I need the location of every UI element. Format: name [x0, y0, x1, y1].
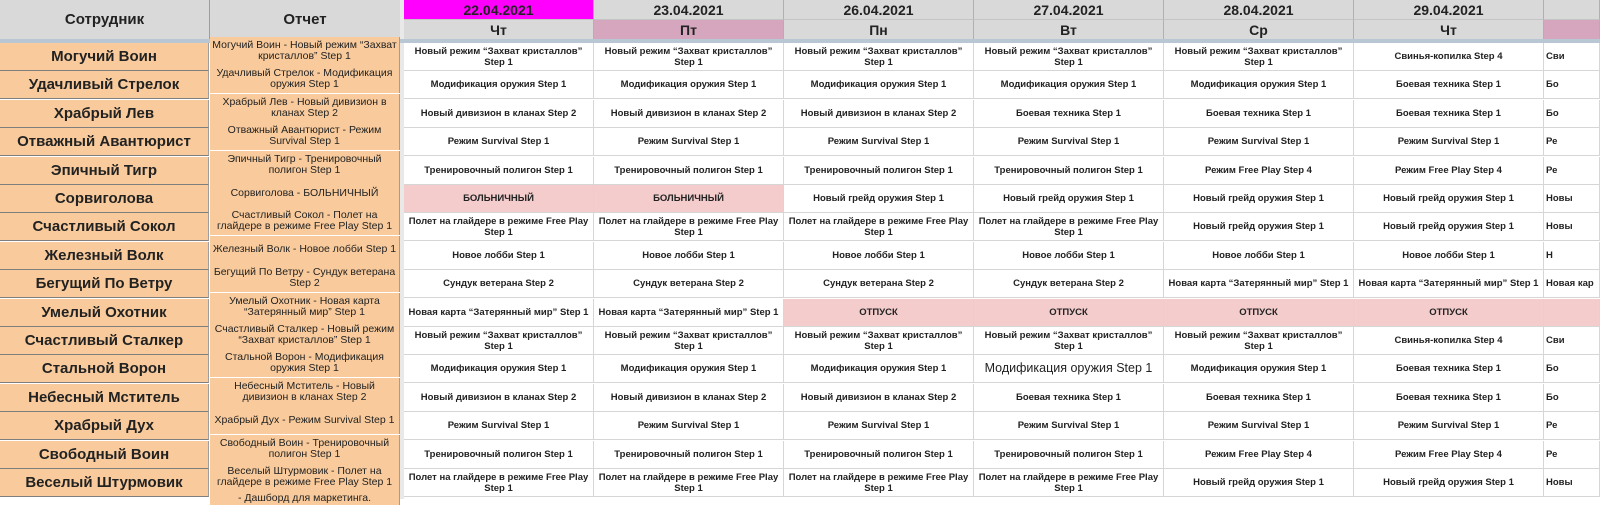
schedule-cell[interactable]: Модификация оружия Step 1	[974, 355, 1164, 383]
schedule-cell[interactable]: Новая карта “Затерянный мир” Step 1	[594, 299, 784, 327]
schedule-cell[interactable]: Сундук ветерана Step 2	[594, 270, 784, 298]
employee-name-cell[interactable]: Отважный Авантюрист	[0, 128, 209, 156]
schedule-cell[interactable]: Новый дивизион в кланах Step 2	[784, 384, 974, 412]
schedule-cell[interactable]: Полет на глайдере в режиме Free Play Step 1	[594, 469, 784, 497]
schedule-cell[interactable]: Модификация оружия Step 1	[1164, 71, 1354, 99]
report-cell[interactable]: Отважный Авантюрист - Режим Survival Step 1	[210, 122, 400, 150]
employee-name-cell[interactable]: Счастливый Сокол	[0, 213, 209, 241]
day-header[interactable]: Ср	[1164, 19, 1354, 39]
schedule-cell[interactable]: Боевая техника Step 1	[1354, 355, 1544, 383]
schedule-cell[interactable]: Сундук ветерана Step 2	[404, 270, 594, 298]
schedule-cell[interactable]	[1544, 299, 1600, 327]
employee-name-cell[interactable]: Свободный Воин	[0, 441, 209, 469]
schedule-cell[interactable]: Новое лобби Step 1	[974, 242, 1164, 270]
schedule-cell[interactable]: Модификация оружия Step 1	[784, 71, 974, 99]
report-cell[interactable]: Бегущий По Ветру - Сундук ветерана Step 2	[210, 264, 400, 292]
schedule-cell[interactable]: Режим Survival Step 1	[1164, 412, 1354, 440]
schedule-cell[interactable]: Полет на глайдере в режиме Free Play Step 1	[784, 213, 974, 241]
schedule-cell[interactable]: Тренировочный полигон Step 1	[404, 157, 594, 185]
date-header[interactable]: 27.04.2021	[974, 0, 1164, 19]
schedule-cell[interactable]: Новы	[1544, 213, 1600, 241]
schedule-cell[interactable]: Тренировочный полигон Step 1	[594, 441, 784, 469]
schedule-cell[interactable]: Бо	[1544, 71, 1600, 99]
schedule-cell[interactable]: Новый грейд оружия Step 1	[1164, 185, 1354, 213]
schedule-cell[interactable]: Сви	[1544, 327, 1600, 355]
schedule-cell[interactable]: Режим Survival Step 1	[974, 412, 1164, 440]
employee-name-cell[interactable]: Умелый Охотник	[0, 299, 209, 327]
schedule-cell[interactable]: Полет на глайдере в режиме Free Play Step 1	[594, 213, 784, 241]
schedule-cell[interactable]: Новый режим “Захват кристаллов” Step 1	[974, 43, 1164, 71]
schedule-cell[interactable]: ОТПУСК	[784, 299, 974, 327]
schedule-cell[interactable]: ОТПУСК	[1164, 299, 1354, 327]
schedule-cell[interactable]: Полет на глайдере в режиме Free Play Step 1	[974, 469, 1164, 497]
schedule-cell[interactable]: Полет на глайдере в режиме Free Play Step 1	[404, 213, 594, 241]
schedule-cell[interactable]: Бо	[1544, 384, 1600, 412]
schedule-cell[interactable]: Новый режим “Захват кристаллов” Step 1	[404, 327, 594, 355]
report-header[interactable]	[210, 0, 401, 39]
schedule-cell[interactable]: Боевая техника Step 1	[1164, 384, 1354, 412]
schedule-cell[interactable]: Новый грейд оружия Step 1	[1354, 469, 1544, 497]
report-cell[interactable]: Храбрый Лев - Новый дивизион в кланах Step 2	[210, 94, 400, 122]
schedule-cell[interactable]: Полет на глайдере в режиме Free Play Step 1	[784, 469, 974, 497]
day-header[interactable]: Чт	[1354, 19, 1544, 39]
schedule-cell[interactable]: Бо	[1544, 100, 1600, 128]
schedule-cell[interactable]: Режим Survival Step 1	[594, 412, 784, 440]
schedule-cell[interactable]: Свинья-копилка Step 4	[1354, 327, 1544, 355]
schedule-cell[interactable]: Боевая техника Step 1	[1354, 71, 1544, 99]
schedule-cell[interactable]: Новое лобби Step 1	[1164, 242, 1354, 270]
schedule-cell[interactable]: Полет на глайдере в режиме Free Play Step 1	[974, 213, 1164, 241]
schedule-cell[interactable]: Ре	[1544, 128, 1600, 156]
report-cell[interactable]: Умелый Охотник - Новая карта “Затерянный мир” Step 1	[210, 293, 400, 321]
employee-name-cell[interactable]: Бегущий По Ветру	[0, 270, 209, 298]
schedule-cell[interactable]: Режим Free Play Step 4	[1354, 157, 1544, 185]
schedule-cell[interactable]: ОТПУСК	[1354, 299, 1544, 327]
schedule-cell[interactable]: Новый режим “Захват кристаллов” Step 1	[974, 327, 1164, 355]
report-cell[interactable]: Счастливый Сталкер - Новый режим “Захват кристаллов” Step 1	[210, 321, 400, 349]
schedule-cell[interactable]: Новая карта “Затерянный мир” Step 1	[1354, 270, 1544, 298]
schedule-cell[interactable]: БОЛЬНИЧНЫЙ	[594, 185, 784, 213]
schedule-cell[interactable]: Боевая техника Step 1	[974, 100, 1164, 128]
report-cell[interactable]: Сорвиголова - БОЛЬНИЧНЫЙ	[210, 179, 400, 207]
schedule-cell[interactable]: Новый дивизион в кланах Step 2	[594, 384, 784, 412]
schedule-cell[interactable]: Новый дивизион в кланах Step 2	[784, 100, 974, 128]
schedule-cell[interactable]: Тренировочный полигон Step 1	[404, 441, 594, 469]
report-cell[interactable]: Веселый Штурмовик - Полет на глайдере в режиме Free Play Step 1	[210, 463, 400, 491]
date-header[interactable]: 23.04.2021	[594, 0, 784, 19]
schedule-cell[interactable]: Модификация оружия Step 1	[974, 71, 1164, 99]
employee-header[interactable]	[0, 0, 210, 39]
report-cell[interactable]: - Дашборд для маркетинга.	[210, 491, 400, 505]
schedule-cell[interactable]: Новый грейд оружия Step 1	[974, 185, 1164, 213]
schedule-cell[interactable]: ОТПУСК	[974, 299, 1164, 327]
schedule-cell[interactable]: Боевая техника Step 1	[974, 384, 1164, 412]
day-header[interactable]: Пт	[594, 19, 784, 39]
schedule-cell[interactable]: Новая карта “Затерянный мир” Step 1	[404, 299, 594, 327]
schedule-cell[interactable]: Новый режим “Захват кристаллов” Step 1	[784, 327, 974, 355]
schedule-cell[interactable]: БОЛЬНИЧНЫЙ	[404, 185, 594, 213]
schedule-cell[interactable]: Ре	[1544, 441, 1600, 469]
schedule-cell[interactable]: Режим Survival Step 1	[594, 128, 784, 156]
report-cell[interactable]: Храбрый Дух - Режим Survival Step 1	[210, 406, 400, 434]
schedule-cell[interactable]: Режим Survival Step 1	[404, 412, 594, 440]
report-cell[interactable]: Удачливый Стрелок - Модификация оружия Step 1	[210, 65, 400, 93]
schedule-cell[interactable]: Новый режим “Захват кристаллов” Step 1	[594, 43, 784, 71]
report-cell[interactable]: Счастливый Сокол - Полет на глайдере в режиме Free Play Step 1	[210, 207, 400, 235]
report-cell[interactable]: Железный Волк - Новое лобби Step 1	[210, 236, 400, 264]
schedule-cell[interactable]: Модификация оружия Step 1	[1164, 355, 1354, 383]
schedule-cell[interactable]: Новый режим “Захват кристаллов” Step 1	[404, 43, 594, 71]
report-cell[interactable]: Эпичный Тигр - Тренировочный полигон Step 1	[210, 151, 400, 179]
date-header[interactable]: 26.04.2021	[784, 0, 974, 19]
schedule-cell[interactable]: Новы	[1544, 469, 1600, 497]
schedule-cell[interactable]: Новый режим “Захват кристаллов” Step 1	[784, 43, 974, 71]
schedule-cell[interactable]: Режим Free Play Step 4	[1164, 157, 1354, 185]
schedule-cell[interactable]: Боевая техника Step 1	[1354, 100, 1544, 128]
schedule-cell[interactable]: Новый режим “Захват кристаллов” Step 1	[1164, 327, 1354, 355]
schedule-cell[interactable]: Новый режим “Захват кристаллов” Step 1	[1164, 43, 1354, 71]
schedule-cell[interactable]: Новое лобби Step 1	[404, 242, 594, 270]
report-cell[interactable]: Свободный Воин - Тренировочный полигон Step 1	[210, 435, 400, 463]
report-cell[interactable]: Стальной Ворон - Модификация оружия Step 1	[210, 349, 400, 377]
date-header[interactable]: 29.04.2021	[1354, 0, 1544, 19]
schedule-cell[interactable]: Модификация оружия Step 1	[404, 355, 594, 383]
employee-name-cell[interactable]: Веселый Штурмовик	[0, 469, 209, 497]
schedule-cell[interactable]: Режим Survival Step 1	[1354, 128, 1544, 156]
schedule-cell[interactable]: Боевая техника Step 1	[1354, 384, 1544, 412]
schedule-cell[interactable]: Новый грейд оружия Step 1	[1354, 213, 1544, 241]
schedule-cell[interactable]: Новый грейд оружия Step 1	[784, 185, 974, 213]
schedule-cell[interactable]: Тренировочный полигон Step 1	[974, 441, 1164, 469]
schedule-cell[interactable]: Режим Survival Step 1	[784, 128, 974, 156]
schedule-cell[interactable]: Ре	[1544, 157, 1600, 185]
employee-name-cell[interactable]: Храбрый Лев	[0, 100, 209, 128]
day-header[interactable]: Вт	[974, 19, 1164, 39]
schedule-cell[interactable]: Режим Survival Step 1	[1354, 412, 1544, 440]
date-header[interactable]: 22.04.2021	[404, 0, 594, 19]
employee-name-cell[interactable]: Железный Волк	[0, 242, 209, 270]
schedule-cell[interactable]: Новая кар	[1544, 270, 1600, 298]
schedule-cell[interactable]: Тренировочный полигон Step 1	[594, 157, 784, 185]
day-header[interactable]	[1544, 19, 1600, 39]
day-header[interactable]: Чт	[404, 19, 594, 39]
schedule-cell[interactable]: Сви	[1544, 43, 1600, 71]
schedule-cell[interactable]: Модификация оружия Step 1	[594, 355, 784, 383]
schedule-cell[interactable]: Новый дивизион в кланах Step 2	[404, 384, 594, 412]
schedule-cell[interactable]: Новы	[1544, 185, 1600, 213]
schedule-cell[interactable]: Режим Survival Step 1	[974, 128, 1164, 156]
schedule-cell[interactable]: Новый грейд оружия Step 1	[1354, 185, 1544, 213]
schedule-cell[interactable]: Режим Free Play Step 4	[1354, 441, 1544, 469]
employee-name-cell[interactable]: Могучий Воин	[0, 43, 209, 71]
schedule-cell[interactable]: Режим Survival Step 1	[1164, 128, 1354, 156]
schedule-cell[interactable]: Режим Free Play Step 4	[1164, 441, 1354, 469]
schedule-cell[interactable]: Новый грейд оружия Step 1	[1164, 213, 1354, 241]
schedule-cell[interactable]: Тренировочный полигон Step 1	[784, 441, 974, 469]
schedule-cell[interactable]: Тренировочный полигон Step 1	[784, 157, 974, 185]
schedule-cell[interactable]: Новая карта “Затерянный мир” Step 1	[1164, 270, 1354, 298]
employee-name-cell[interactable]: Сорвиголова	[0, 185, 209, 213]
schedule-cell[interactable]: Новый грейд оружия Step 1	[1164, 469, 1354, 497]
schedule-cell[interactable]: Режим Survival Step 1	[404, 128, 594, 156]
employee-header-label: Сотрудник	[64, 11, 145, 28]
schedule-cell[interactable]: Новое лобби Step 1	[1354, 242, 1544, 270]
schedule-cell[interactable]: Сундук ветерана Step 2	[974, 270, 1164, 298]
schedule-cell[interactable]: Новое лобби Step 1	[594, 242, 784, 270]
schedule-cell[interactable]: Модификация оружия Step 1	[404, 71, 594, 99]
employee-name-cell[interactable]: Счастливый Сталкер	[0, 327, 209, 355]
schedule-cell[interactable]: Полет на глайдере в режиме Free Play Step 1	[404, 469, 594, 497]
date-header[interactable]	[1544, 0, 1600, 19]
schedule-cell[interactable]: Н	[1544, 242, 1600, 270]
schedule-cell[interactable]: Сундук ветерана Step 2	[784, 270, 974, 298]
schedule-cell[interactable]: Ре	[1544, 412, 1600, 440]
report-cell[interactable]: Небесный Мститель - Новый дивизион в кланах Step 2	[210, 378, 400, 406]
employee-name-cell[interactable]: Эпичный Тигр	[0, 157, 209, 185]
employee-name-cell[interactable]: Храбрый Дух	[0, 412, 209, 440]
day-header[interactable]: Пн	[784, 19, 974, 39]
employee-name-cell[interactable]: Удачливый Стрелок	[0, 71, 209, 99]
schedule-cell[interactable]: Боевая техника Step 1	[1164, 100, 1354, 128]
schedule-cell[interactable]: Модификация оружия Step 1	[784, 355, 974, 383]
schedule-cell[interactable]: Модификация оружия Step 1	[594, 71, 784, 99]
schedule-cell[interactable]: Тренировочный полигон Step 1	[974, 157, 1164, 185]
schedule-cell[interactable]: Свинья-копилка Step 4	[1354, 43, 1544, 71]
schedule-cell[interactable]: Новый дивизион в кланах Step 2	[404, 100, 594, 128]
report-header-label: Отчет	[283, 11, 327, 28]
employee-name-cell[interactable]: Стальной Ворон	[0, 355, 209, 383]
schedule-cell[interactable]: Новое лобби Step 1	[784, 242, 974, 270]
date-header[interactable]: 28.04.2021	[1164, 0, 1354, 19]
schedule-cell[interactable]: Режим Survival Step 1	[784, 412, 974, 440]
schedule-cell[interactable]: Новый дивизион в кланах Step 2	[594, 100, 784, 128]
report-cell[interactable]: Могучий Воин - Новый режим “Захват кристаллов” Step 1	[210, 37, 400, 65]
employee-name-cell[interactable]: Небесный Мститель	[0, 384, 209, 412]
schedule-cell[interactable]: Бо	[1544, 355, 1600, 383]
schedule-cell[interactable]: Новый режим “Захват кристаллов” Step 1	[594, 327, 784, 355]
